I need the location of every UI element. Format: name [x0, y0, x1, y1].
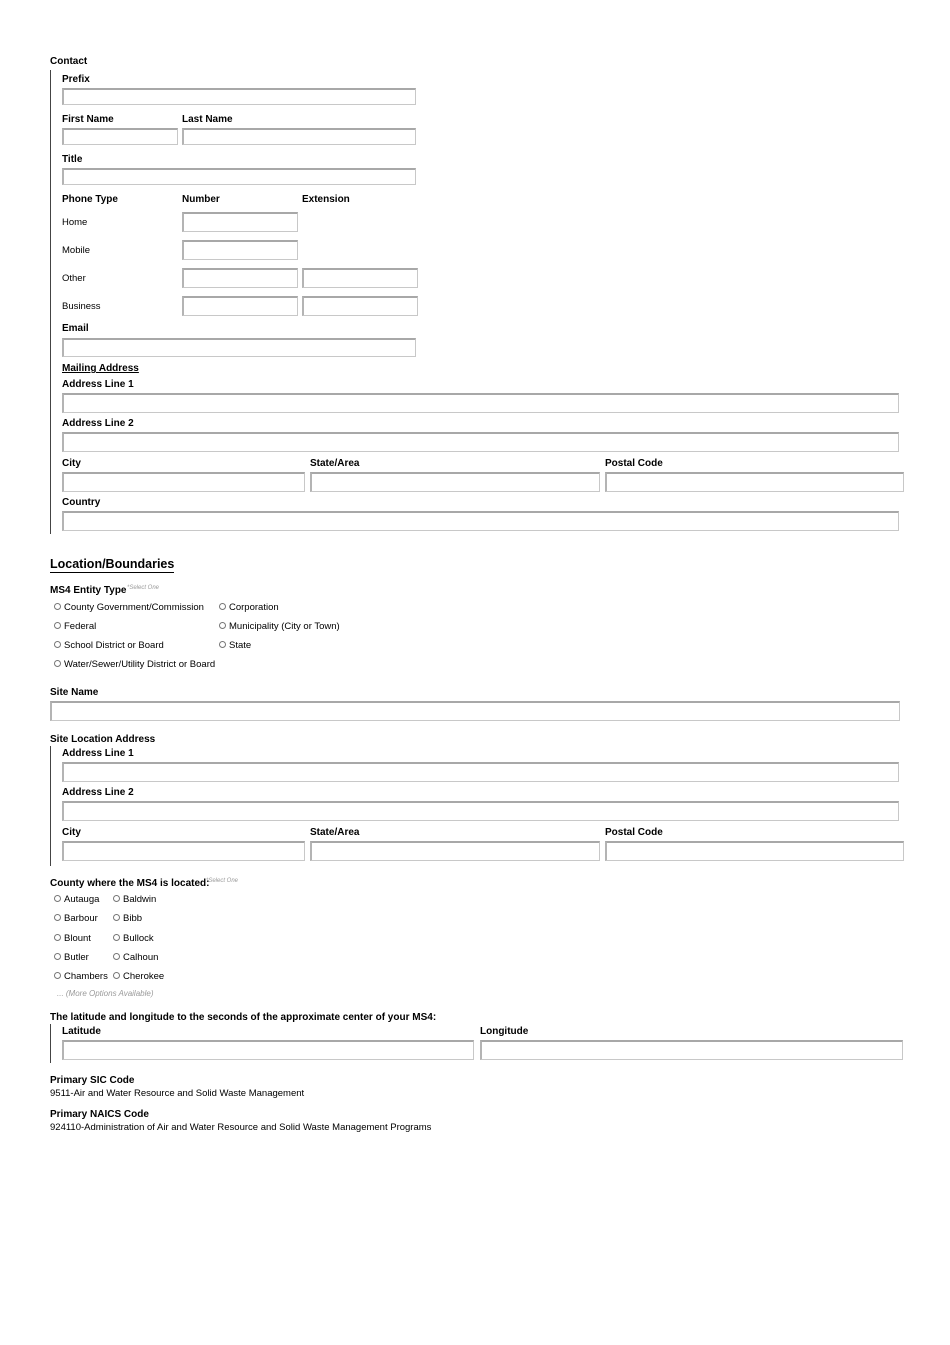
extension-label: Extension [302, 194, 350, 205]
entity-option-county-government[interactable]: County Government/Commission [54, 602, 204, 613]
county-option-barbour[interactable]: Barbour [54, 913, 98, 924]
site-postal-label: Postal Code [605, 827, 663, 838]
radio-icon [54, 641, 61, 648]
site-location-heading: Site Location Address [50, 734, 156, 745]
contact-group-bar [50, 70, 51, 534]
county-option-cherokee[interactable]: Cherokee [113, 971, 164, 982]
mailing-postal-input[interactable] [605, 472, 904, 492]
latlong-heading: The latitude and longitude to the seconds of the approximate center of your MS4: [50, 1012, 437, 1023]
location-boundaries-heading: Location/Boundaries [50, 557, 175, 571]
phone-type-mobile: Mobile [62, 245, 90, 256]
more-options-note: ... (More Options Available) [57, 989, 154, 998]
entity-type-label: MS4 Entity Type [50, 585, 127, 596]
latitude-label: Latitude [62, 1026, 101, 1037]
radio-icon [54, 953, 61, 960]
mailing-state-input[interactable] [310, 472, 600, 492]
county-option-bullock[interactable]: Bullock [113, 933, 154, 944]
county-option-butler[interactable]: Butler [54, 952, 89, 963]
county-hint: *Select One [206, 878, 239, 884]
mailing-address2-label: Address Line 2 [62, 418, 134, 429]
last-name-input[interactable] [182, 128, 416, 145]
entity-option-municipality[interactable]: Municipality (City or Town) [219, 621, 340, 632]
sic-label: Primary SIC Code [50, 1075, 135, 1086]
title-label: Title [62, 154, 83, 165]
radio-icon [113, 972, 120, 979]
business-extension-input[interactable] [302, 296, 418, 316]
radio-icon [54, 895, 61, 902]
radio-icon [54, 603, 61, 610]
sic-value: 9511-Air and Water Resource and Solid Waste Management [50, 1088, 305, 1099]
home-number-input[interactable] [182, 212, 298, 232]
radio-icon [54, 972, 61, 979]
other-extension-input[interactable] [302, 268, 418, 288]
site-state-input[interactable] [310, 841, 600, 861]
naics-value: 924110-Administration of Air and Water Resource and Solid Waste Management Programs [50, 1122, 432, 1133]
radio-icon [113, 914, 120, 921]
site-address2-label: Address Line 2 [62, 787, 134, 798]
mailing-address1-label: Address Line 1 [62, 379, 134, 390]
first-name-label: First Name [62, 114, 114, 125]
phone-type-label: Phone Type [62, 194, 118, 205]
radio-icon [113, 934, 120, 941]
site-name-input[interactable] [50, 701, 900, 721]
mailing-city-input[interactable] [62, 472, 305, 492]
site-address1-input[interactable] [62, 762, 899, 782]
mailing-address1-input[interactable] [62, 393, 899, 413]
phone-type-business: Business [62, 301, 101, 312]
radio-icon [54, 914, 61, 921]
latitude-input[interactable] [62, 1040, 474, 1060]
entity-option-state[interactable]: State [219, 640, 251, 651]
radio-icon [54, 622, 61, 629]
radio-icon [219, 603, 226, 610]
radio-icon [54, 934, 61, 941]
phone-type-home: Home [62, 217, 88, 228]
last-name-label: Last Name [182, 114, 233, 125]
radio-icon [219, 641, 226, 648]
email-label: Email [62, 323, 89, 334]
site-address1-label: Address Line 1 [62, 748, 134, 759]
county-label: County where the MS4 is located: [50, 878, 210, 889]
title-input[interactable] [62, 168, 416, 185]
mailing-postal-label: Postal Code [605, 458, 663, 469]
mobile-number-input[interactable] [182, 240, 298, 260]
radio-icon [54, 660, 61, 667]
county-option-bibb[interactable]: Bibb [113, 913, 142, 924]
latlong-group-bar [50, 1024, 51, 1063]
business-number-input[interactable] [182, 296, 298, 316]
county-option-chambers[interactable]: Chambers [54, 971, 108, 982]
entity-option-school-district[interactable]: School District or Board [54, 640, 164, 651]
entity-option-corporation[interactable]: Corporation [219, 602, 279, 613]
site-location-group-bar [50, 746, 51, 866]
contact-heading: Contact [50, 56, 88, 67]
prefix-label: Prefix [62, 74, 90, 85]
county-option-blount[interactable]: Blount [54, 933, 91, 944]
prefix-input[interactable] [62, 88, 416, 105]
country-input[interactable] [62, 511, 899, 531]
county-option-autauga[interactable]: Autauga [54, 894, 99, 905]
number-label: Number [182, 194, 220, 205]
site-address2-input[interactable] [62, 801, 899, 821]
other-number-input[interactable] [182, 268, 298, 288]
mailing-address-heading: Mailing Address [62, 363, 139, 374]
longitude-input[interactable] [480, 1040, 903, 1060]
mailing-city-label: City [62, 458, 81, 469]
county-option-calhoun[interactable]: Calhoun [113, 952, 158, 963]
site-state-label: State/Area [310, 827, 360, 838]
email-input[interactable] [62, 338, 416, 357]
phone-type-other: Other [62, 273, 86, 284]
mailing-state-label: State/Area [310, 458, 360, 469]
radio-icon [113, 895, 120, 902]
longitude-label: Longitude [480, 1026, 529, 1037]
site-city-label: City [62, 827, 81, 838]
mailing-address2-input[interactable] [62, 432, 899, 452]
naics-label: Primary NAICS Code [50, 1109, 149, 1120]
country-label: Country [62, 497, 101, 508]
entity-option-federal[interactable]: Federal [54, 621, 96, 632]
radio-icon [113, 953, 120, 960]
site-postal-input[interactable] [605, 841, 904, 861]
entity-option-water-sewer-utility[interactable]: Water/Sewer/Utility District or Board [54, 659, 215, 670]
site-city-input[interactable] [62, 841, 305, 861]
first-name-input[interactable] [62, 128, 178, 145]
entity-type-hint: *Select One [127, 585, 160, 591]
county-option-baldwin[interactable]: Baldwin [113, 894, 156, 905]
radio-icon [219, 622, 226, 629]
site-name-label: Site Name [50, 687, 99, 698]
